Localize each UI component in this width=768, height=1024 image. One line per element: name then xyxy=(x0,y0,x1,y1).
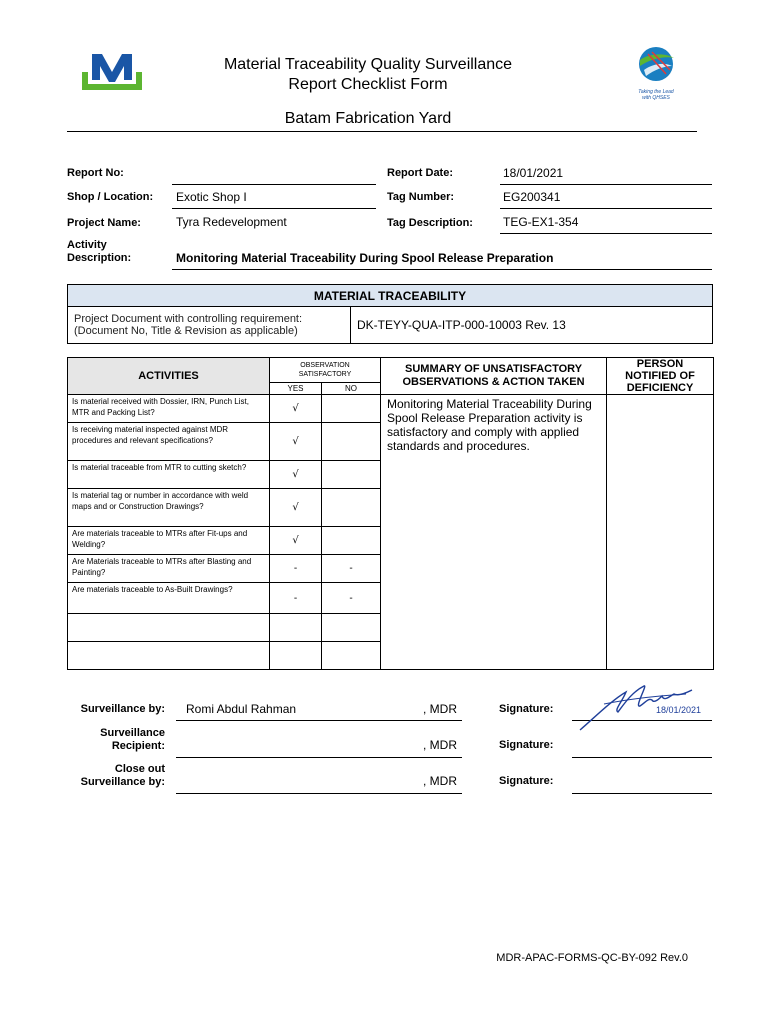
tag-number-value: EG200341 xyxy=(503,190,561,204)
yes-check xyxy=(270,642,322,670)
yes-check: √ xyxy=(270,461,322,489)
no-check: - xyxy=(322,555,381,583)
activity-question: Is material received with Dossier, IRN, Punch List, MTR and Packing List? xyxy=(68,395,270,423)
yes-check: √ xyxy=(270,527,322,555)
no-check: - xyxy=(322,583,381,614)
no-check xyxy=(322,489,381,527)
form-title-line-2: Report Checklist Form xyxy=(288,76,448,93)
activity-question: Are materials traceable to MTRs after Fit-ups and Welding? xyxy=(68,527,270,555)
no-check xyxy=(322,614,381,642)
activity-question xyxy=(68,614,270,642)
closeout-surveillance-org: , MDR xyxy=(423,774,457,788)
activity-description-underline xyxy=(172,269,712,270)
no-check xyxy=(322,461,381,489)
form-title-line-1: Material Traceability Quality Surveillance xyxy=(223,56,513,73)
project-name-label: Project Name: xyxy=(67,217,141,229)
activity-question: Is receiving material inspected against MDR procedures and relevant specifications? xyxy=(68,423,270,461)
closeout-signature-line xyxy=(572,793,712,794)
person-notified-header: PERSON NOTIFIED OF DEFICIENCY xyxy=(607,358,714,395)
signature-date: 18/01/2021 xyxy=(656,705,702,715)
material-traceability-heading: MATERIAL TRACEABILITY xyxy=(68,285,713,307)
tag-number-underline xyxy=(500,208,712,209)
table-row xyxy=(68,395,714,423)
yes-check: √ xyxy=(270,395,322,423)
yes-check: √ xyxy=(270,489,322,527)
report-date-underline xyxy=(500,184,712,185)
surveillance-recipient-org: , MDR xyxy=(423,738,457,752)
report-no-underline xyxy=(172,184,376,185)
tag-description-value: TEG-EX1-354 xyxy=(503,215,579,229)
activity-description-value: Monitoring Material Traceability During Spool Release Preparation xyxy=(176,251,554,265)
yes-check: - xyxy=(270,583,322,614)
yes-check xyxy=(270,614,322,642)
activity-question: Are Materials traceable to MTRs after Blasting and Painting? xyxy=(68,555,270,583)
form-code: MDR-APAC-FORMS-QC-BY-092 Rev.0 xyxy=(496,952,688,964)
report-date-label: Report Date: xyxy=(387,167,454,179)
activity-question xyxy=(68,642,270,670)
person-notified-cell xyxy=(607,395,714,670)
activities-table xyxy=(67,357,714,670)
surveillance-signature-label: Signature: xyxy=(499,703,554,715)
shop-location-underline xyxy=(172,208,376,209)
no-check xyxy=(322,527,381,555)
tag-description-label: Tag Description: xyxy=(387,217,473,229)
controlling-document-label: Project Document with controlling requirement: (Document No, Title & Revision as applicable) xyxy=(68,307,351,344)
qhses-logo xyxy=(626,44,686,100)
report-date-value: 18/01/2021 xyxy=(503,166,564,180)
logo-tagline-2: with QHSES xyxy=(642,95,670,101)
no-header: NO xyxy=(322,383,381,395)
surveillance-by-label: Surveillance by: xyxy=(80,703,165,715)
surveillance-by-org: , MDR xyxy=(423,702,457,716)
tag-description-underline xyxy=(500,233,712,234)
material-traceability-table xyxy=(67,284,713,344)
company-logo xyxy=(80,46,144,92)
observation-satisfactory-header: OBSERVATION SATISFACTORY xyxy=(270,358,381,383)
activity-description-label: Activity Description: xyxy=(67,239,132,264)
shop-location-label: Shop / Location: xyxy=(67,191,154,203)
yes-header: YES xyxy=(270,383,322,395)
report-no-label: Report No: xyxy=(67,167,124,179)
logo-tagline-1: Taking the Lead xyxy=(638,89,674,95)
no-check xyxy=(322,395,381,423)
closeout-signature-label: Signature: xyxy=(499,775,554,787)
handwritten-signature-image xyxy=(574,674,704,734)
activity-question: Is material traceable from MTR to cutting sketch? xyxy=(68,461,270,489)
tag-number-label: Tag Number: xyxy=(387,191,455,203)
no-check xyxy=(322,423,381,461)
yes-check: - xyxy=(270,555,322,583)
surveillance-recipient-underline xyxy=(176,757,462,758)
summary-text: Monitoring Material Traceability During Spool Release Preparation activity is satisfactory and comply with applied standards and procedures. xyxy=(381,395,607,670)
controlling-document-value: DK-TEYY-QUA-ITP-000-10003 Rev. 13 xyxy=(351,307,713,344)
recipient-signature-line xyxy=(572,757,712,758)
activity-question: Is material tag or number in accordance with weld maps and or Construction Drawings? xyxy=(68,489,270,527)
closeout-surveillance-label: Close out Surveillance by: xyxy=(80,763,165,788)
summary-header: SUMMARY OF UNSATISFACTORY OBSERVATIONS & ACTION TAKEN xyxy=(381,358,607,395)
surveillance-by-underline xyxy=(176,720,462,721)
surveillance-by-value: Romi Abdul Rahman xyxy=(186,702,297,716)
activities-header: ACTIVITIES xyxy=(68,358,270,395)
no-check xyxy=(322,642,381,670)
header-divider xyxy=(67,131,697,132)
closeout-surveillance-underline xyxy=(176,793,462,794)
project-name-value: Tyra Redevelopment xyxy=(176,215,287,229)
yard-subtitle: Batam Fabrication Yard xyxy=(284,110,452,127)
activity-question: Are materials traceable to As-Built Drawings? xyxy=(68,583,270,614)
recipient-signature-label: Signature: xyxy=(499,739,554,751)
yes-check: √ xyxy=(270,423,322,461)
surveillance-recipient-label: Surveillance Recipient: xyxy=(100,727,165,752)
shop-location-value: Exotic Shop I xyxy=(176,190,247,204)
